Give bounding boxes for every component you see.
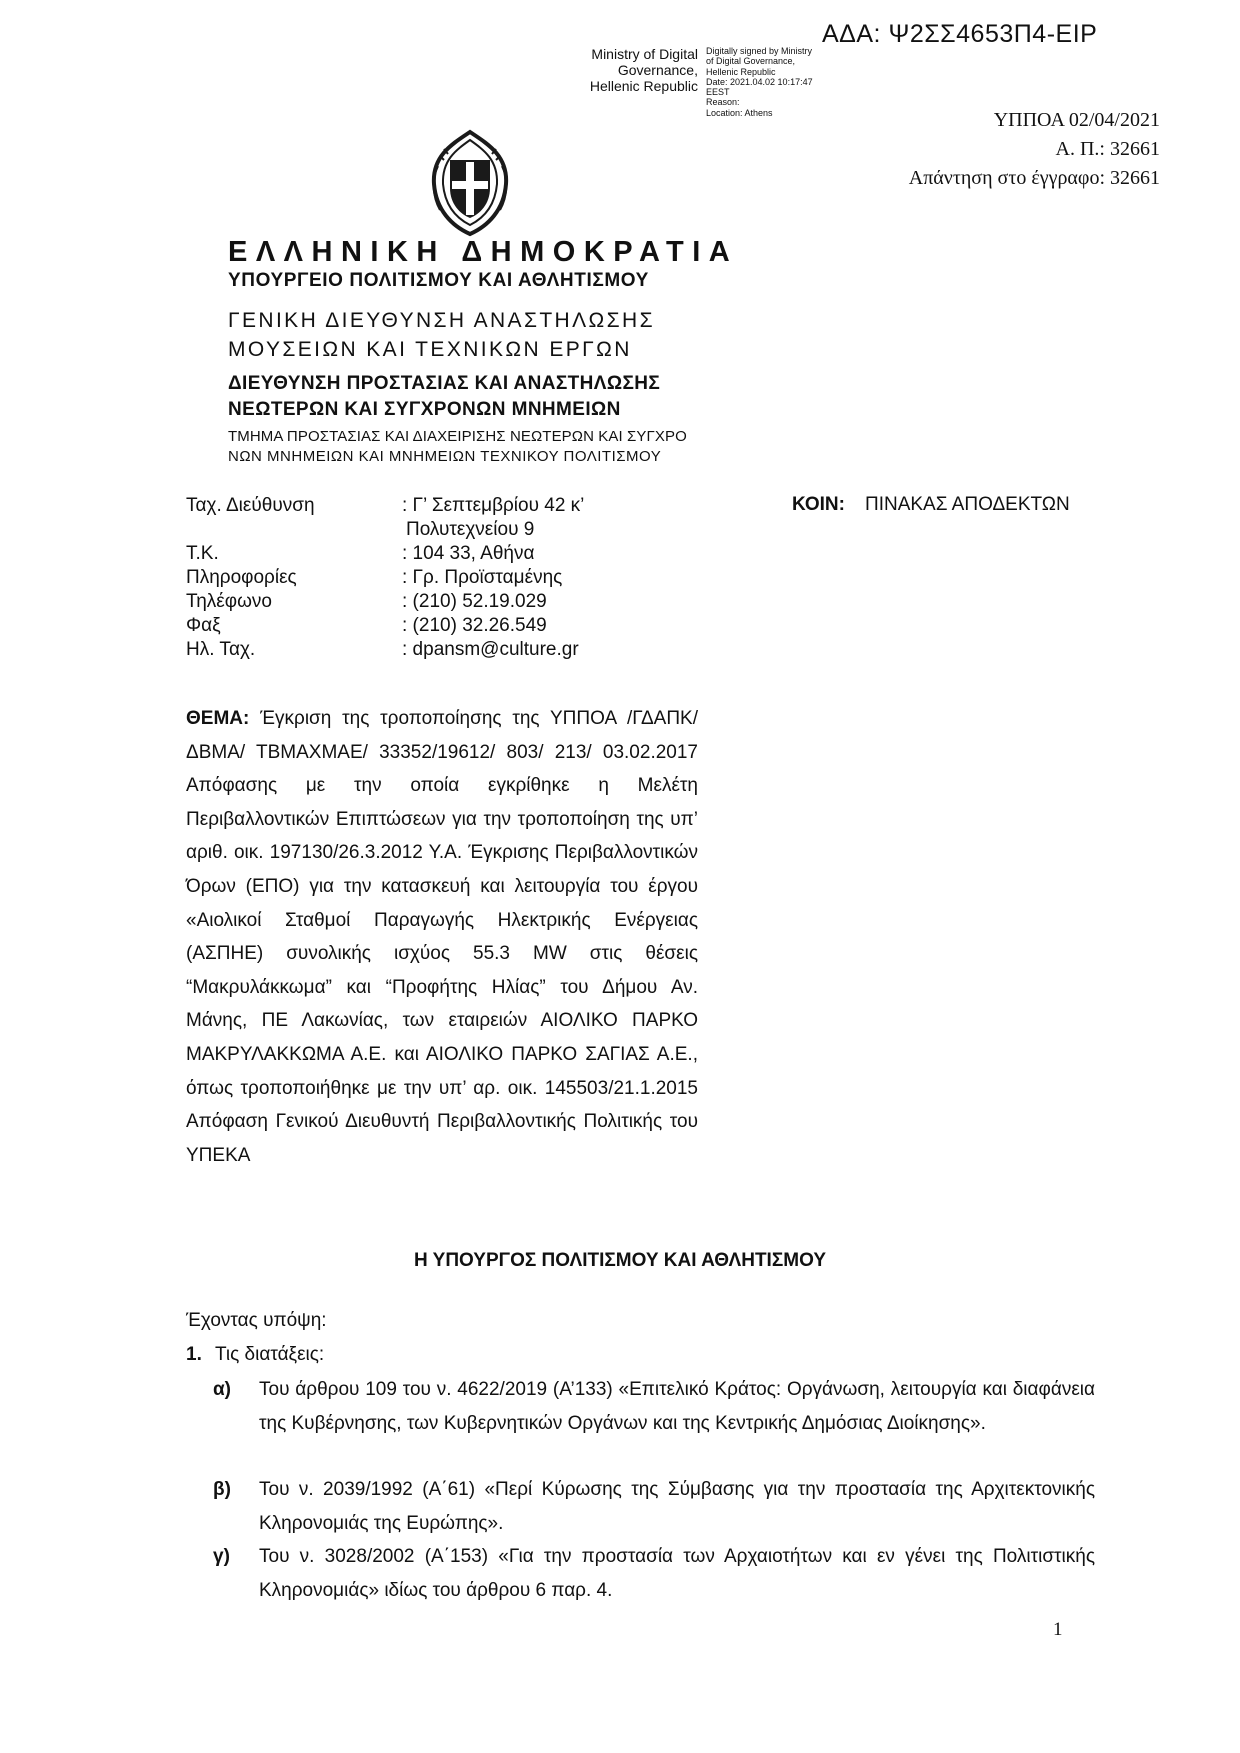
clause-c [213, 1540, 1095, 1607]
contact-value: : Γρ. Προϊσταμένης [402, 567, 563, 588]
contact-label: Τηλέφωνο [186, 591, 272, 612]
contact-value: : (210) 32.26.549 [402, 615, 547, 636]
contact-value: : Γ’ Σεπτεμβρίου 42 κ’ [402, 495, 585, 516]
digital-signature-name [556, 46, 698, 94]
contact-label: Ταχ. Διεύθυνση [186, 495, 315, 516]
item-text: Τις διατάξεις: [215, 1344, 325, 1365]
department-title: ΤΜΗΜΑ ΠΡΟΣΤΑΣΙΑΣ ΚΑΙ ΔΙΑΧΕΙΡΙΣΗΣ ΝΕΩΤΕΡΩΝ ΚΑΙ ΣΥΓΧΡΟ [228, 428, 687, 445]
koin-label: ΚΟΙΝ: [792, 494, 845, 515]
decider-heading: Η ΥΠΟΥΡΓΟΣ ΠΟΛΙΤΙΣΜΟΥ ΚΑΙ ΑΘΛΗΤΙΣΜΟΥ [414, 1250, 826, 1271]
digital-signature-details [706, 46, 813, 118]
clause-text: Του ν. 3028/2002 (Α΄153) «Για την προστασία των Αρχαιοτήτων και εν γένει της Πολιτιστικής Κληρονομιάς» ιδίως του άρθρου 6 παρ. 4. [259, 1546, 1095, 1601]
item-number: 1. [186, 1344, 202, 1365]
subject-paragraph [186, 702, 698, 1172]
considering-line: Έχοντας υπόψη: [186, 1310, 327, 1331]
signature-detail-line: Date: 2021.04.02 10:17:47 [706, 76, 813, 87]
clause-letter: α) [213, 1379, 232, 1400]
clause-letter: γ) [213, 1546, 230, 1567]
subject-text: Έγκριση της τροποποίησης της ΥΠΠΟΑ /ΓΔΑΠΚ/ ΔΒΜΑ/ ΤΒΜΑΧΜΑΕ/ 33352/19612/ 803/ 213/ 03.02.2017 Απόφασης με την οποία εγκρίθηκε η Μελέτη Περιβαλλοντικών Επιπτώσεων για την τροποποίηση της υπ’ αριθ. οικ. 197130/26.3.2012 Υ.Α. Έγκρισης Περιβαλλοντικών Όρων (ΕΠΟ) για την κατασκευή και λειτουργία του έργου «Αιολικοί Σταθμοί Παραγωγής Ηλεκτρικής Ενέργειας (ΑΣΠΗΕ) συνολικής ισχύος 55.3 MW στις θέσεις “Μακρυλάκκωμα” και “Προφήτης Ηλίας” του Δήμου Αν. Μάνης, ΠΕ Λακωνίας, των εταιρειών ΑΙΟΛΙΚΟ ΠΑΡΚΟ ΜΑΚΡΥΛΑΚΚΩΜΑ Α.Ε. και ΑΙΟΛΙΚΟ ΠΑΡΚΟ ΣΑΓΙΑΣ Α.Ε., όπως τροποποιήθηκε με την υπ’ αρ. οικ. 145503/21.1.2015 Απόφαση Γενικού Διευθυντή Περιβαλλοντικής Πολιτικής του ΥΠΕΚΑ [186, 708, 699, 1166]
contact-email: : dpansm@culture.gr [402, 639, 579, 660]
reference-protocol: Α. Π.: 32661 [1055, 138, 1160, 160]
contact-row [186, 614, 584, 638]
signature-detail-line: Location: Athens [706, 107, 773, 118]
clause-letter: β) [213, 1479, 231, 1500]
contact-row [186, 494, 584, 518]
clause-text: Του άρθρου 109 του ν. 4622/2019 (Α’133) «Επιτελικό Κράτος: Οργάνωση, λειτουργία και διαφάνεια της Κυβέρνησης, των Κυβερνητικών Οργάνων και της Κεντρικής Δημόσιας Διοίκησης». [259, 1379, 1095, 1434]
contact-label: Πληροφορίες [186, 567, 297, 588]
signature-detail-line: EEST [706, 87, 730, 98]
directorate-title: ΝΕΩΤΕΡΩΝ ΚΑΙ ΣΥΓΧΡΟΝΩΝ ΜΝΗΜΕΙΩΝ [228, 399, 621, 420]
signature-detail-line: of Digital Governance, [706, 56, 796, 67]
item-1 [186, 1344, 324, 1366]
reference-date: ΥΠΠΟΑ 02/04/2021 [993, 109, 1160, 131]
contact-label [186, 518, 402, 542]
signature-detail-line: Hellenic Republic [706, 66, 776, 77]
document-reference [909, 106, 1160, 193]
contact-row [186, 518, 584, 542]
contact-details [186, 494, 584, 662]
contact-label: Τ.Κ. [186, 543, 219, 564]
contact-label: Φαξ [186, 615, 221, 636]
subject-label: ΘΕΜΑ: [186, 708, 250, 729]
contact-value: : 104 33, Αθήνα [402, 543, 535, 564]
contact-row [186, 566, 584, 590]
contact-label: Ηλ. Ταχ. [186, 639, 256, 660]
page-number: 1 [1053, 1619, 1063, 1640]
reference-reply: Απάντηση στο έγγραφο: 32661 [908, 167, 1160, 189]
signature-detail-line: Reason: [706, 97, 740, 108]
koin-value: ΠΙΝΑΚΑΣ ΑΠΟΔΕΚΤΩΝ [864, 494, 1070, 515]
contact-row [186, 638, 584, 662]
contact-row [186, 542, 584, 566]
signature-name-line: Hellenic Republic [589, 78, 698, 94]
koin-recipients [792, 494, 1070, 516]
general-directorate: ΓΕΝΙΚΗ ΔΙΕΥΘΥΝΣΗ ΑΝΑΣΤΗΛΩΣΗΣ [228, 309, 655, 332]
hellenic-republic-emblem-icon [418, 126, 522, 238]
republic-title: ΕΛΛΗΝΙΚΗ ΔΗΜΟΚΡΑΤΙΑ [228, 236, 739, 268]
ministry-title: ΥΠΟΥΡΓΕΙΟ ΠΟΛΙΤΙΣΜΟΥ ΚΑΙ ΑΘΛΗΤΙΣΜΟΥ [228, 270, 649, 291]
contact-row [186, 590, 584, 614]
ada-code: ΑΔΑ: Ψ2ΣΣ4653Π4-ΕΙΡ [822, 20, 1098, 48]
clause-text: Του ν. 2039/1992 (Α΄61) «Περί Κύρωσης της Σύμβασης για την προστασία της Αρχιτεκτονικής Κληρονομιάς της Ευρώπης». [259, 1479, 1095, 1534]
contact-value: Πολυτεχνείου 9 [406, 519, 535, 540]
directorate-title: ΔΙΕΥΘΥΝΣΗ ΠΡΟΣΤΑΣΙΑΣ ΚΑΙ ΑΝΑΣΤΗΛΩΣΗΣ [228, 373, 661, 394]
signature-detail-line: Digitally signed by Ministry [706, 46, 813, 56]
signature-name-line: Ministry of Digital [591, 46, 698, 62]
signature-name-line: Governance, [617, 62, 698, 78]
department-title: ΝΩΝ ΜΝΗΜΕΙΩΝ ΚΑΙ ΜΝΗΜΕΙΩΝ ΤΕΧΝΙΚΟΥ ΠΟΛΙΤΙΣΜΟΥ [228, 448, 662, 465]
general-directorate: ΜΟΥΣΕΙΩΝ ΚΑΙ ΤΕΧΝΙΚΩΝ ΕΡΓΩΝ [228, 338, 632, 361]
clause-a [213, 1373, 1095, 1440]
clause-b [213, 1473, 1095, 1540]
contact-value: : (210) 52.19.029 [402, 591, 547, 612]
